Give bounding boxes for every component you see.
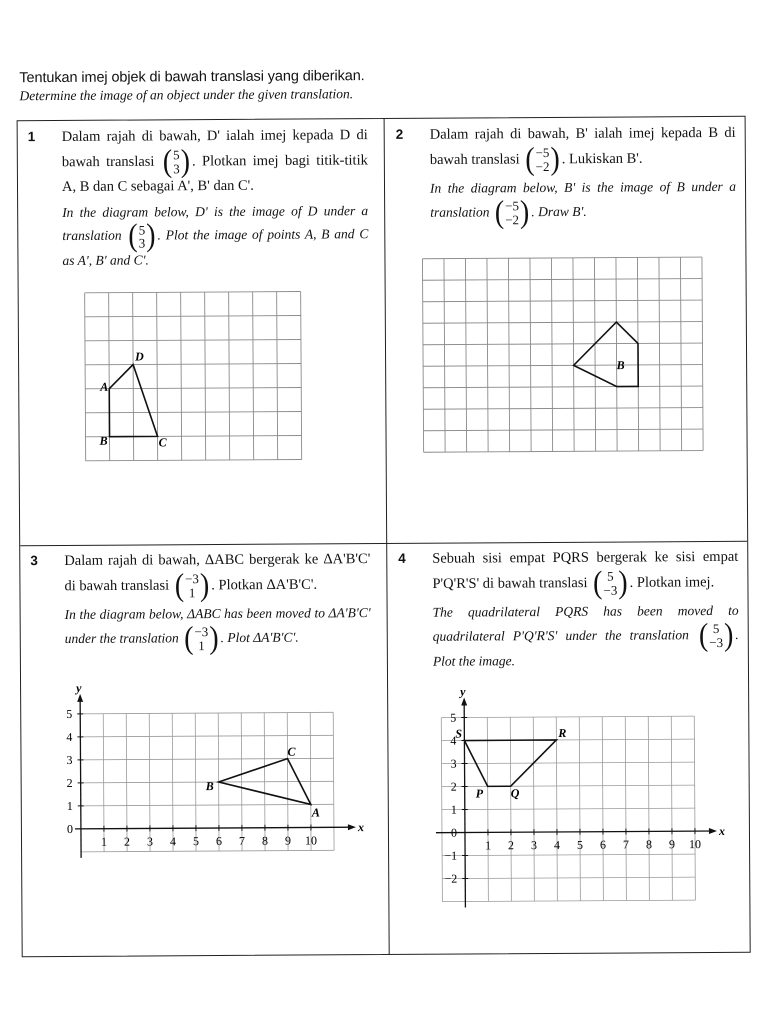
x-tick-label: 5 [577,838,583,852]
y-axis-label: y [458,685,466,699]
translation-vector: ( 5 −3 ) [593,569,628,597]
x-axis-label: x [718,824,725,838]
grid-line [85,388,301,389]
grid-line [85,364,301,365]
question-number: 3 [30,551,38,571]
question-4 [398,547,739,677]
question-text-malay: Dalam rajah di bawah, D' ialah imej kepada D di bawah translasi ( 5 3 ) . Plotkan imej bagi titik-titik A, B dan C sebagai A', B' dan C'. [62,125,368,198]
grid-line [573,258,574,451]
y-axis-arrow [77,694,83,702]
grid-line [133,293,134,461]
grid-line [85,293,86,461]
x-tick-label: 4 [170,834,176,848]
x-tick-label: 4 [554,838,560,852]
y-tick-label: 3 [66,753,72,767]
grid-line [81,804,334,806]
question-number: 1 [28,127,36,147]
grid-line [442,900,695,902]
instruction-malay: Tentukan imej objek di bawah translasi yang diberikan. [19,66,739,86]
grid-line [423,300,702,302]
grid-line [229,292,230,460]
translation-vector: ( 5 3 ) [128,223,155,251]
grid-line [551,258,552,451]
coordinate-plane-3 [57,691,368,863]
questions-table [17,116,751,957]
vertex-label-D: D [134,349,144,363]
question-text-english: In the diagram below, D' is the image of D under a translation ( 5 3 ) . Plot the image of points A, B and C as A', B' and C'. [62,201,368,273]
vertex-label-B: B [99,434,108,448]
x-tick-label: 9 [669,837,675,851]
grid-line [442,808,695,810]
x-tick-label: 2 [508,838,514,852]
grid-line [424,429,703,431]
grid-line [442,877,695,879]
x-axis [75,827,354,829]
question-text-malay: Dalam rajah di bawah, ΔABC bergerak ke ΔA'B'C' di bawah translasi ( −3 1 ) . Plotkan ΔA'B'C'. [64,549,370,601]
question-number: 4 [398,549,406,569]
grid-line [85,292,301,293]
x-axis-label: x [357,820,364,834]
question-text-english: In the diagram below, B' is the image of B under a translation ( −5 −2 ) . Draw B'. [430,177,736,228]
x-tick-label: 8 [262,834,268,848]
grid-line [422,257,701,259]
grid-line [423,386,702,388]
y-tick-label: 5 [450,711,456,725]
worksheet-header [19,66,739,104]
vertex-label-B: B [205,779,214,793]
grid-line [487,258,488,451]
grid-line [616,258,617,451]
grid-line [594,258,595,451]
y-tick-label: −1 [444,849,457,863]
vertex-label-S: S [455,727,462,741]
row-divider [20,541,747,547]
y-tick-label: 2 [67,776,73,790]
grid-line [205,292,206,460]
grid-line [277,292,278,460]
y-tick-label: 1 [451,803,457,817]
x-tick-label: 10 [305,833,317,847]
x-tick-label: 7 [239,834,245,848]
x-axis-arrow [709,828,717,834]
origin-label: 0 [67,822,73,836]
grid-line [680,257,681,450]
x-tick-label: 6 [600,838,606,852]
translation-vector: ( −3 1 ) [175,572,210,600]
grid-line [423,365,702,367]
x-tick-label: 9 [285,834,291,848]
x-tick-label: 10 [689,837,701,851]
grid-line [423,343,702,345]
translation-vector: ( −5 −2 ) [495,199,530,227]
question-1 [28,125,369,276]
x-tick-label: 8 [646,837,652,851]
question-text-malay: Dalam rajah di bawah, B' ialah imej kepada B di bawah translasi ( −5 −2 ) . Lukiskan B'. [430,123,736,175]
vertex-label-P: P [476,786,484,800]
translation-vector: ( 5 3 ) [163,148,190,176]
x-axis [436,831,715,833]
instruction-english: Determine the image of an object under the given translation. [19,84,739,104]
grid-line [81,758,334,760]
x-tick-label: 7 [623,838,629,852]
vertex-label-B: B [616,358,625,372]
grid-line [423,322,702,324]
grid-line [85,412,301,413]
vertex-label-A: A [311,805,320,819]
y-axis-label: y [74,681,82,695]
grid-line [80,735,333,737]
x-tick-label: 6 [216,834,222,848]
grid-line [702,257,703,450]
question-3 [30,549,371,658]
grid-line [442,762,695,764]
vertex-label-C: C [159,435,168,449]
grid-diagram-1 [85,291,306,472]
grid-line [422,259,423,452]
translation-vector: ( 5 −3 ) [699,622,734,650]
vertex-label-A: A [99,380,108,394]
grid-line [442,854,695,856]
grid-line [441,716,694,718]
grid-diagram-2 [422,257,723,459]
grid-line [424,451,703,453]
vertex-label-C: C [287,745,296,759]
grid-line [86,460,302,461]
y-axis [464,700,465,908]
question-text-english: The quadrilateral PQRS has been moved to quadrilateral P'Q'R'S' under the translation ( 5 −3 ) . Plot the image. [433,601,739,673]
grid-line [85,340,301,341]
grid-line [81,850,334,852]
translation-vector: ( −5 −2 ) [525,146,560,174]
question-text-malay: Sebuah sisi empat PQRS bergerak ke sisi empat P'Q'R'S' di bawah translasi ( 5 −3 ) . Plotkan imej. [432,547,738,599]
y-tick-label: 4 [450,734,456,748]
grid-line [423,408,702,410]
y-tick-label: 5 [66,707,72,721]
grid-line [301,292,302,460]
y-axis-arrow [461,697,467,705]
y-tick-label: 2 [451,780,457,794]
x-tick-label: 3 [147,834,153,848]
y-axis [80,696,81,858]
grid-line [465,258,466,451]
vertex-label-Q: Q [511,786,520,800]
coordinate-plane-4 [419,689,730,921]
object-shape [573,322,638,387]
vertex-label-R: R [557,726,566,740]
translation-vector: ( −3 1 ) [184,625,219,653]
x-tick-label: 2 [124,835,130,849]
grid-line [508,258,509,451]
x-tick-label: 1 [485,838,491,852]
y-tick-label: 1 [67,799,73,813]
y-tick-label: −2 [444,872,457,886]
grid-line [530,258,531,451]
y-tick-label: 4 [66,730,72,744]
grid-line [423,279,702,281]
question-2 [396,123,737,232]
grid-line [659,257,660,450]
x-axis-arrow [348,824,356,830]
x-tick-label: 1 [101,835,107,849]
grid-line [80,712,333,714]
grid-line [444,259,445,452]
grid-line [85,316,301,317]
x-tick-label: 3 [531,838,537,852]
column-divider [384,119,390,954]
question-number: 2 [396,125,404,145]
x-tick-label: 5 [193,834,199,848]
grid-line [181,292,182,460]
grid-line [253,292,254,460]
question-text-english: In the diagram below, ΔABC has been moved to ΔA'B'C' under the translation ( −3 1 ) . Plot ΔA'B'C'. [65,603,371,654]
origin-label: 0 [451,826,457,840]
y-tick-label: 3 [450,757,456,771]
